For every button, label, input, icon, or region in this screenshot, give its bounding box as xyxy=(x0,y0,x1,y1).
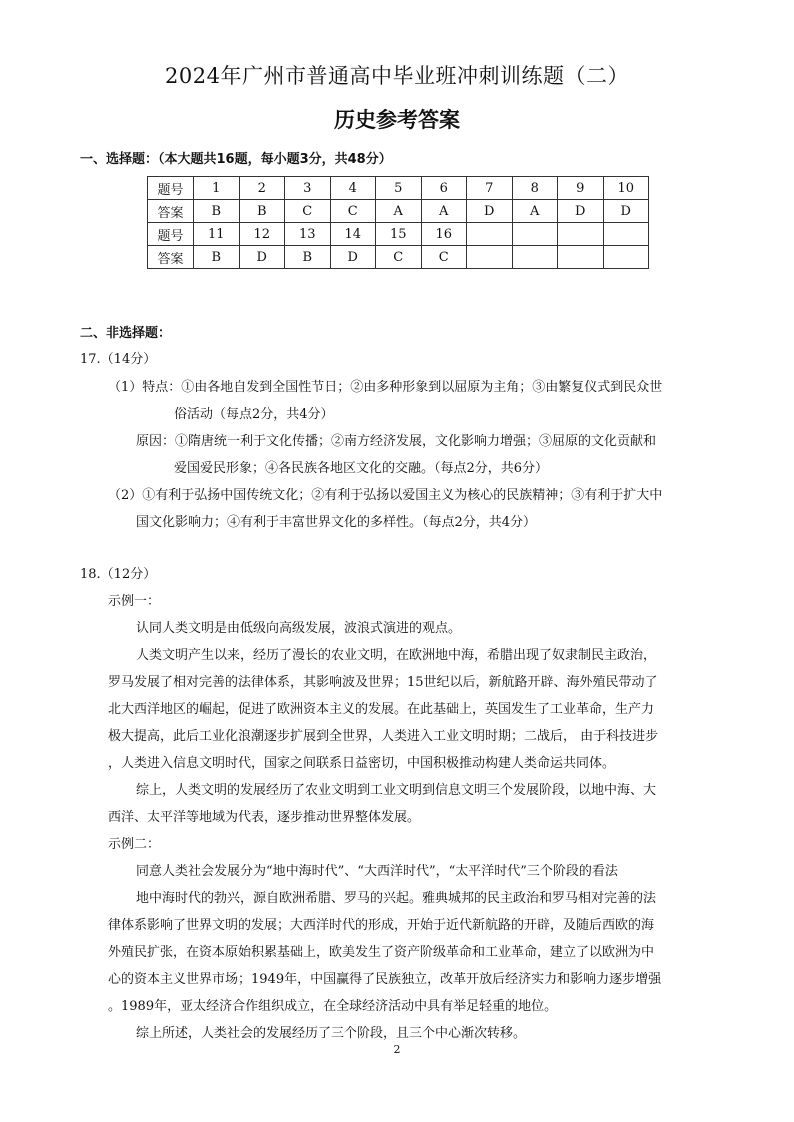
answer-table-cell xyxy=(558,246,604,269)
answer-table-cell: C xyxy=(330,200,376,223)
answer-table-cell: D xyxy=(467,200,513,223)
q17-line-2: 俗活动（每点2分，共4分） xyxy=(174,407,334,422)
q18-label: 18.（12分） xyxy=(80,567,157,582)
q18-example2-label: 示例二： xyxy=(108,837,161,852)
answer-table-row-header: 答案 xyxy=(148,200,194,223)
answer-table-cell xyxy=(467,223,513,246)
answer-table-cell: D xyxy=(239,246,285,269)
answer-table-cell: 6 xyxy=(421,177,467,200)
answer-table-cell: 16 xyxy=(421,223,467,246)
answer-table-cell xyxy=(558,223,604,246)
answer-table-cell: 7 xyxy=(467,177,513,200)
answer-table-cell: 10 xyxy=(603,177,649,200)
answer-table-cell: A xyxy=(512,200,558,223)
answer-table-row xyxy=(148,246,649,269)
answer-table-cell: 15 xyxy=(376,223,422,246)
answer-table-cell xyxy=(603,223,649,246)
q18-example1-label: 示例一： xyxy=(108,594,161,609)
answer-table-cell: A xyxy=(421,200,467,223)
q18-e2-line-1: 同意人类社会发展分为“地中海时代”、“大西洋时代”，“太平洋时代”三个阶段的看法 xyxy=(136,864,618,879)
q18-e1-line-3: 罗马发展了相对完善的法律体系，其影响波及世界；15世纪以后，新航路开辟、海外殖民带动了 xyxy=(108,675,658,690)
q18-e1-line-5: 极大提高，此后工业化浪潮逐步扩展到全世界，人类进入工业文明时期；二战后， 由于科技进步 xyxy=(108,729,659,744)
answer-table-cell: 14 xyxy=(330,223,376,246)
q17-label: 17.（14分） xyxy=(80,352,157,367)
answer-table-cell: 9 xyxy=(558,177,604,200)
q17-line-3: 原因：①隋唐统一利于文化传播；②南方经济发展，文化影响力增强；③屈原的文化贡献和 xyxy=(136,434,657,449)
answer-table-cell: 2 xyxy=(239,177,285,200)
answer-table-cell: B xyxy=(285,246,331,269)
answer-table-cell: 12 xyxy=(239,223,285,246)
answer-table-cell: A xyxy=(376,200,422,223)
answer-table-cell: B xyxy=(194,246,240,269)
q18-e2-line-6: 。1989年，亚太经济合作组织成立，在全球经济活动中具有举足轻重的地位。 xyxy=(108,999,558,1014)
answer-table-cell: 4 xyxy=(330,177,376,200)
q18-e1-line-6: ，人类进入信息文明时代，国家之间联系日益密切，中国积极推动构建人类命运共同体。 xyxy=(108,756,616,771)
answer-table-cell: B xyxy=(239,200,285,223)
q17-line-1: （1）特点：①由各地自发到全国性节日；②由多种形象到以屈原为主角；③由繁复仪式到民众世 xyxy=(108,380,663,395)
answer-table-cell xyxy=(512,223,558,246)
q18-e1-line-2: 人类文明产生以来，经历了漫长的农业文明，在欧洲地中海，希腊出现了奴隶制民主政治， xyxy=(136,648,657,663)
page-number: 2 xyxy=(393,1043,401,1056)
answer-table-cell: 3 xyxy=(285,177,331,200)
q18-e1-line-7: 综上，人类文明的发展经历了农业文明到工业文明到信息文明三个发展阶段，以地中海、大 xyxy=(136,783,657,798)
answer-table-cell: C xyxy=(421,246,467,269)
q18-e2-line-5: 心的资本主义世界市场；1949年，中国赢得了民族独立，改革开放后经济实力和影响力逐步增强 xyxy=(108,972,662,987)
q18-e1-line-8: 西洋、太平洋等地域为代表，逐步推动世界整体发展。 xyxy=(108,810,421,825)
page-title: 2024年广州市普通高中毕业班冲刺训练题（二） xyxy=(165,64,629,88)
answer-table-cell: C xyxy=(285,200,331,223)
q18-e1-line-4: 北大西洋地区的崛起，促进了欧洲资本主义的发展。在此基础上，英国发生了工业革命，生产力 xyxy=(108,702,655,717)
answer-table-row-header: 答案 xyxy=(148,246,194,269)
section2-heading: 二、非选择题： xyxy=(80,326,172,341)
answer-table-row xyxy=(148,200,649,223)
answer-table-cell xyxy=(467,246,513,269)
answer-table-cell: D xyxy=(603,200,649,223)
answer-table-cell xyxy=(603,246,649,269)
answer-table-cell: D xyxy=(558,200,604,223)
q17-line-6: 国文化影响力；④有利于丰富世界文化的多样性。（每点2分，共4分） xyxy=(136,515,537,530)
answer-table-row-header: 题号 xyxy=(148,223,194,246)
q18-e1-line-1: 认同人类文明是由低级向高级发展，波浪式演进的观点。 xyxy=(136,621,462,636)
answer-table-cell: 8 xyxy=(512,177,558,200)
answer-table-cell: D xyxy=(330,246,376,269)
q17-line-5: （2）①有利于弘扬中国传统文化；②有利于弘扬以爱国主义为核心的民族精神；③有利于扩大中 xyxy=(108,488,663,503)
q18-e2-line-3: 律体系影响了世界文明的发展；大西洋时代的形成，开始于近代新航路的开辟，及随后西欧的海 xyxy=(108,918,655,933)
answer-table-cell: 11 xyxy=(194,223,240,246)
answer-table-cell xyxy=(512,246,558,269)
q17-line-4: 爱国爱民形象；④各民族各地区文化的交融。（每点2分，共6分） xyxy=(174,461,549,476)
page-subtitle: 历史参考答案 xyxy=(334,108,460,132)
answer-table-cell: C xyxy=(376,246,422,269)
answer-table-row-header: 题号 xyxy=(148,177,194,200)
answer-table-cell: 5 xyxy=(376,177,422,200)
q18-e2-line-2: 地中海时代的勃兴，源自欧洲希腊、罗马的兴起。雅典城邦的民主政治和罗马相对完善的法 xyxy=(136,891,657,906)
answer-table-row xyxy=(148,223,649,246)
answer-table-cell: 1 xyxy=(194,177,240,200)
answer-table-row xyxy=(148,177,649,200)
answer-table xyxy=(147,176,649,269)
answer-table-cell: 13 xyxy=(285,223,331,246)
section1-heading: 一、选择题：（本大题共16题，每小题3分，共48分） xyxy=(80,152,392,167)
q18-e2-line-7: 综上所述，人类社会的发展经历了三个阶段，且三个中心渐次转移。 xyxy=(136,1026,527,1041)
answer-table-cell: B xyxy=(194,200,240,223)
q18-e2-line-4: 外殖民扩张，在资本原始积累基础上，欧美发生了资产阶级革命和工业革命，建立了以欧洲为中 xyxy=(108,945,655,960)
